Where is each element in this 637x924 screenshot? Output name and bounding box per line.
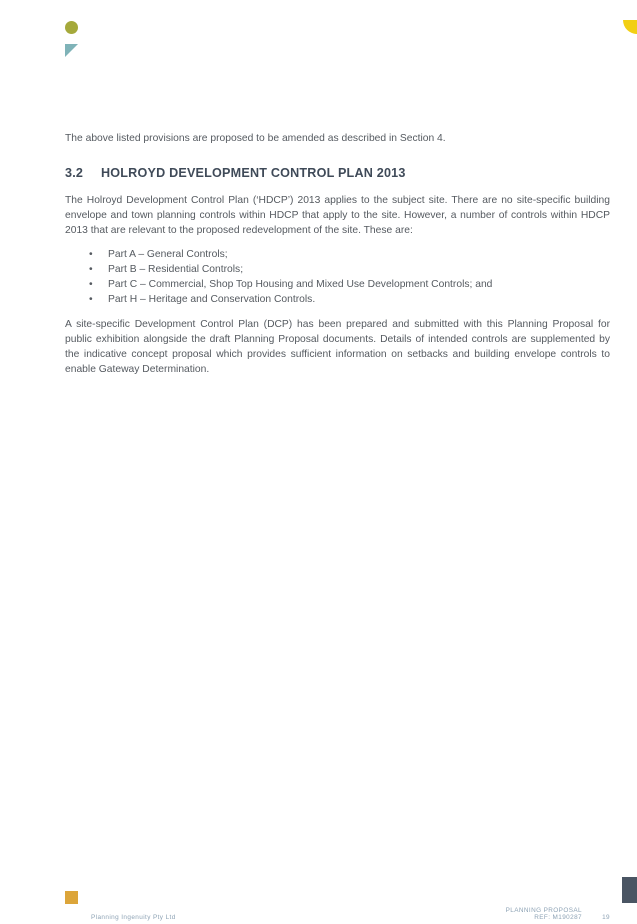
list-item-text: Part H – Heritage and Conservation Controls.: [108, 294, 316, 305]
bullet-glyph: •: [89, 294, 93, 305]
section-number: 3.2: [65, 166, 84, 180]
gold-square-logo: [65, 891, 78, 904]
list-item-text: Part A – General Controls;: [108, 249, 228, 260]
controls-list: [65, 247, 610, 307]
footer-page-number: 19: [602, 914, 610, 921]
bullet-glyph: •: [89, 279, 93, 290]
section-title: HOLROYD DEVELOPMENT CONTROL PLAN 2013: [101, 166, 406, 180]
dark-side-tab: [622, 877, 637, 903]
yellow-corner-shape: [623, 20, 637, 34]
list-item: [65, 247, 610, 262]
bullet-glyph: •: [89, 249, 93, 260]
list-item-text: Part C – Commercial, Shop Top Housing and Mixed Use Development Controls; and: [108, 279, 493, 290]
olive-circle-logo: [65, 21, 78, 34]
section-heading: [65, 166, 610, 180]
footer-company: Planning Ingenuity Pty Ltd: [91, 914, 176, 921]
footer-ref: REF: M190287: [534, 914, 582, 921]
paragraph-hdcp: The Holroyd Development Control Plan (‘HDCP’) 2013 applies to the subject site. There are no site-specific building envelope and town planning controls within HDCP that apply to the site. However, a number of controls within HDCP 2013 that are relevant to the proposed redevelopment of the site. These are:: [65, 195, 610, 236]
list-item: [65, 277, 610, 292]
footer-doc-type: PLANNING PROPOSAL: [505, 907, 582, 914]
teal-triangle-logo: [65, 44, 78, 57]
bullet-glyph: •: [89, 264, 93, 275]
list-item: [65, 292, 610, 307]
list-item: [65, 262, 610, 277]
list-item-text: Part B – Residential Controls;: [108, 264, 244, 275]
intro-paragraph: The above listed provisions are proposed to be amended as described in Section 4.: [65, 133, 446, 144]
paragraph-dcp: A site-specific Development Control Plan (DCP) has been prepared and submitted with this Planning Proposal for public exhibition alongside the draft Planning Proposal documents. Details of intended controls are supplemented by the indicative concept proposal which provides sufficient information on setbacks and building envelope controls to enable Gateway Determination.: [65, 319, 610, 375]
